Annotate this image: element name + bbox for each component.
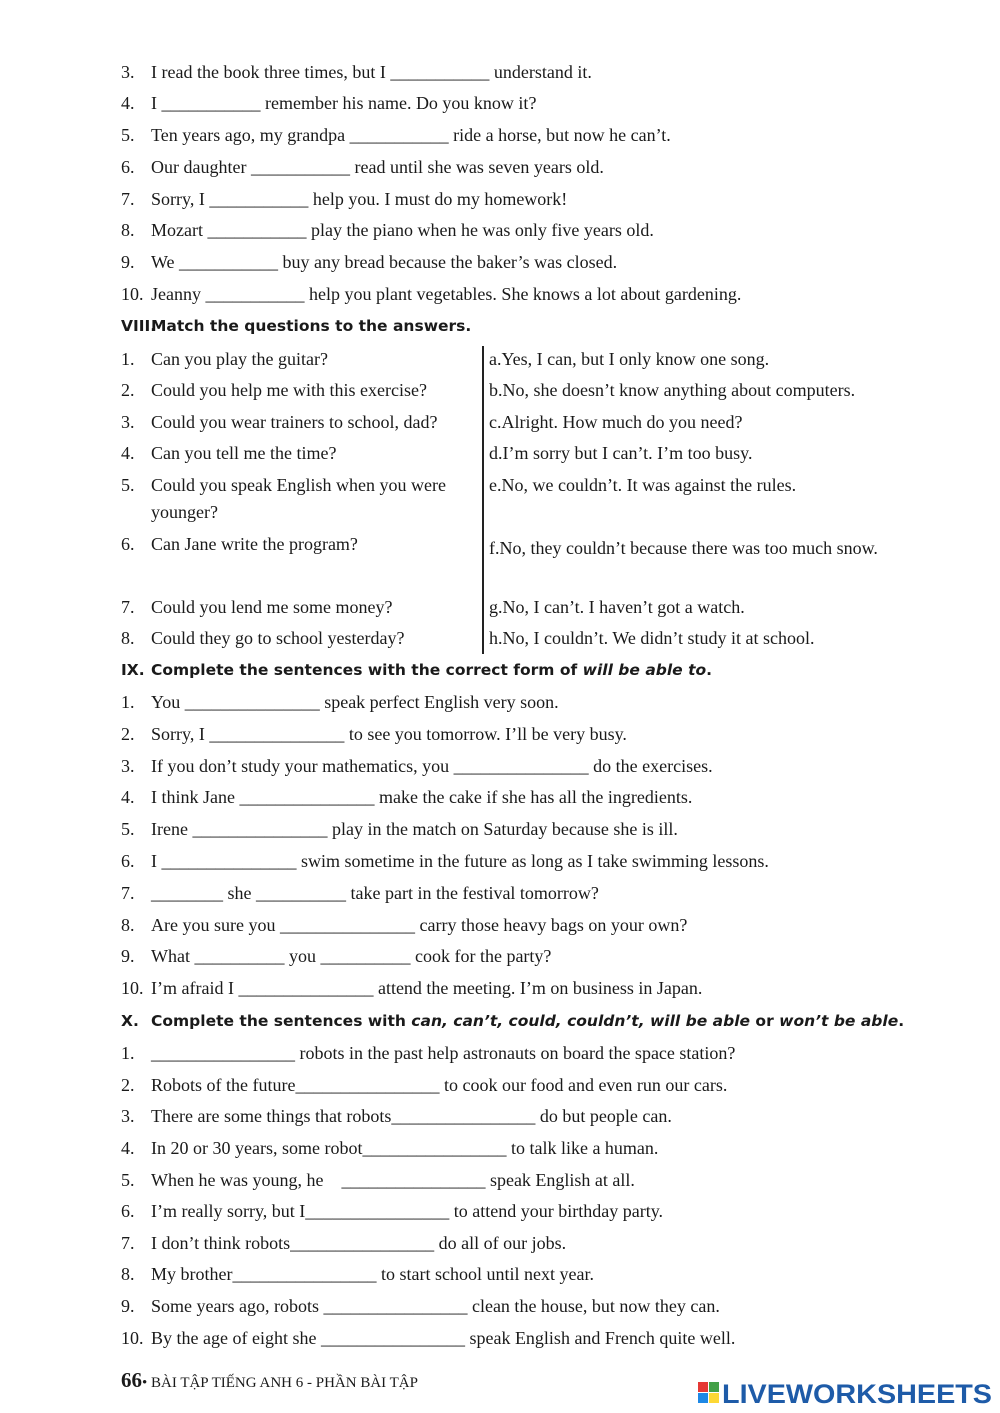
question-item: 6. Can Jane write the program? [121,534,358,554]
column-divider [482,346,484,654]
section-ix-heading: IX. Complete the sentences with the correct form of will be able to. [121,661,713,679]
exercise-item: 8. Are you sure you _______________ carry those heavy bags on your own? [121,915,688,935]
question-item: 2. Could you help me with this exercise? [121,380,427,400]
answer-item: h.No, I couldn’t. We didn’t study it at school. [489,628,815,648]
section-viii-heading: VIII.Match the questions to the answers. [121,317,472,335]
exercise-item: 10. Jeanny ___________ help you plant vegetables. She knows a lot about gardening. [121,284,742,304]
exercise-item: 6. Our daughter ___________ read until she was seven years old. [121,157,604,177]
exercise-item: 5. Irene _______________ play in the match on Saturday because she is ill. [121,819,678,839]
exercise-item: 9. What __________ you __________ cook for the party? [121,946,552,966]
exercise-item: 8. Mozart ___________ play the piano when he was only five years old. [121,220,654,240]
question-item: 7. Could you lend me some money? [121,597,393,617]
answer-item: g.No, I can’t. I haven’t got a watch. [489,597,745,617]
exercise-item: 6. I’m really sorry, but I________________ to attend your birthday party. [121,1201,664,1221]
question-item: 1. Can you play the guitar? [121,349,328,369]
exercise-item: 2. Robots of the future________________ to cook our food and even run our cars. [121,1075,728,1095]
exercise-item: 3. If you don’t study your mathematics, you _______________ do the exercises. [121,756,713,776]
exercise-item: 5. When he was young, he ________________ speak English at all. [121,1170,635,1190]
page-footer [121,1368,418,1393]
section-x-heading: X. Complete the sentences with can, can’t, could, couldn’t, will be able or won’t be able. [121,1012,905,1030]
liveworksheets-logo-icon [698,1378,994,1408]
answer-item: b.No, she doesn’t know anything about computers. [489,380,856,400]
exercise-item: 5. Ten years ago, my grandpa ___________ ride a horse, but now he can’t. [121,125,671,145]
answer-item: c.Alright. How much do you need? [489,412,743,432]
exercise-item: 10. I’m afraid I _______________ attend the meeting. I’m on business in Japan. [121,978,703,998]
exercise-item: 3. I read the book three times, but I ___________ understand it. [121,62,592,82]
exercise-item: 9. Some years ago, robots ________________ clean the house, but now they can. [121,1296,720,1316]
exercise-item: 4. In 20 or 30 years, some robot________________ to talk like a human. [121,1138,659,1158]
answer-item: d.I’m sorry but I can’t. I’m too busy. [489,443,753,463]
exercise-item: 3. There are some things that robots________________ do but people can. [121,1106,672,1126]
exercise-item: 4. I think Jane _______________ make the cake if she has all the ingredients. [121,787,693,807]
question-item: 3. Could you wear trainers to school, dad? [121,412,438,432]
exercise-item: 9. We ___________ buy any bread because the baker’s was closed. [121,252,618,272]
question-item: 5. Could you speak English when you were younger? [121,475,446,522]
answer-item: e.No, we couldn’t. It was against the rules. [489,475,797,495]
question-item: 4. Can you tell me the time? [121,443,337,463]
page-number: 66 [121,1368,142,1392]
liveworksheets-logo[interactable] [698,1378,994,1408]
exercise-item: 6. I _______________ swim sometime in the future as long as I take swimming lessons. [121,851,769,871]
exercise-item: 2. Sorry, I _______________ to see you tomorrow. I’ll be very busy. [121,724,627,744]
exercise-item: 10. By the age of eight she ________________ speak English and French quite well. [121,1328,736,1348]
exercise-item: 1. You _______________ speak perfect English very soon. [121,692,559,712]
exercise-item: 1. ________________ robots in the past help astronauts on board the space station? [121,1043,736,1063]
answer-item: f.No, they couldn’t because there was too much snow. [489,538,878,558]
answer-item: a.Yes, I can, but I only know one song. [489,349,770,369]
exercise-item: 7. Sorry, I ___________ help you. I must do my homework! [121,189,568,209]
exercise-item: 7. ________ she __________ take part in the festival tomorrow? [121,883,599,903]
exercise-item: 7. I don’t think robots________________ do all of our jobs. [121,1233,567,1253]
exercise-item: 4. I ___________ remember his name. Do you know it? [121,93,537,113]
exercise-item: 8. My brother________________ to start school until next year. [121,1264,594,1284]
question-item: 8. Could they go to school yesterday? [121,628,405,648]
book-title: • BÀI TẬP TIẾNG ANH 6 - PHẦN BÀI TẬP [142,1375,418,1391]
logo-text: LIVEWORKSHEETS [722,1379,992,1408]
